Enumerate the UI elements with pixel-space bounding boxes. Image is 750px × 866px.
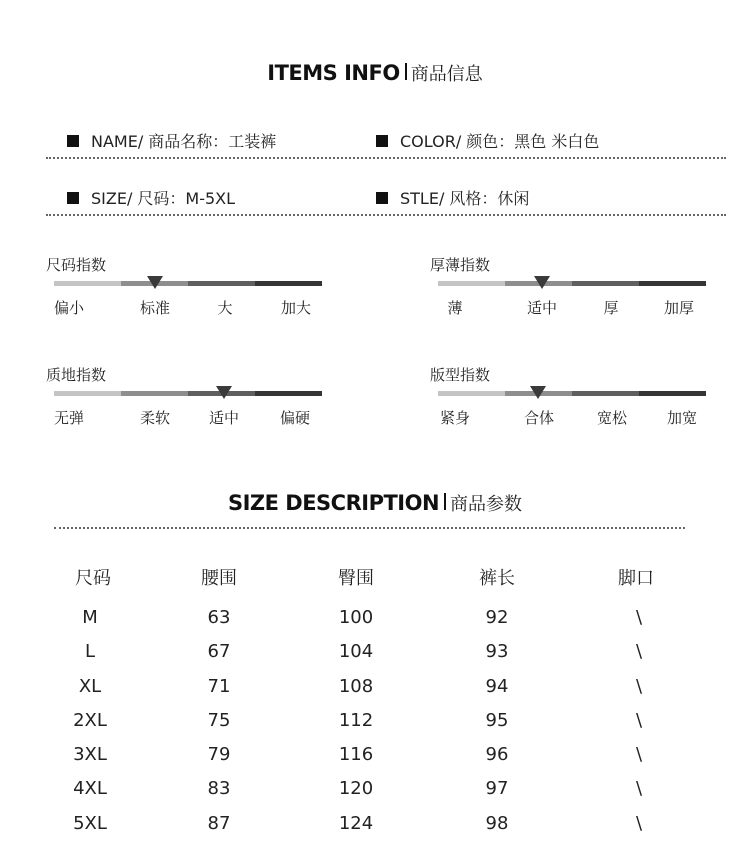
bullet-square-icon [376,192,388,204]
table-header: 裤长 [479,568,515,589]
table-cell: 71 [207,676,231,697]
index-label: 加大 [280,299,311,317]
table-cell: L [84,641,96,662]
table-cell: \ [635,744,643,765]
table-cell: 108 [338,676,374,697]
index-bar [438,391,706,396]
table-cell: 120 [338,778,374,799]
table-cell: 87 [207,813,231,834]
table-cell: XL [78,676,102,697]
table-cell: 4XL [73,778,107,799]
index-bar [54,281,322,286]
table-cell: 79 [207,744,231,765]
table-cell: 116 [338,744,374,765]
table-cell: 104 [338,641,374,662]
index-label: 加厚 [663,299,694,317]
info-name [67,129,276,152]
table-cell: 2XL [73,710,107,731]
index-title: 厚薄指数 [430,256,491,274]
info-style [376,186,529,209]
index-title: 质地指数 [46,366,107,384]
table-cell: 83 [207,778,231,799]
table-cell: \ [635,778,643,799]
index-label: 宽松 [596,409,627,427]
table-header: 腰围 [201,568,237,589]
table-cell: 112 [338,710,374,731]
index-label: 适中 [526,299,557,317]
items-info-title-en: ITEMS INFO [267,61,400,85]
index-marker-icon [534,276,550,289]
table-cell: 3XL [73,744,107,765]
index-label: 无弹 [53,409,84,427]
index-label: 偏小 [53,299,84,317]
size-description-title-en: SIZE DESCRIPTION [227,491,440,515]
index-label: 偏硬 [279,409,310,427]
table-cell: 95 [485,710,509,731]
table-cell: 124 [338,813,374,834]
bullet-square-icon [67,135,79,147]
size-description-heading [0,490,750,516]
index-label: 厚 [603,299,619,317]
info-size [67,186,235,209]
info-color [376,129,599,152]
index-marker-icon [147,276,163,289]
table-cell: 96 [485,744,509,765]
index-label: 大 [217,299,233,317]
table-cell: 63 [207,607,231,628]
bullet-square-icon [67,192,79,204]
index-label: 紧身 [439,409,470,427]
dotted-divider [46,157,726,159]
info-size-text: SIZE/ 尺码：M-5XL [91,189,236,208]
index-label: 薄 [447,299,463,317]
table-cell: 67 [207,641,231,662]
table-cell: \ [635,710,643,731]
bullet-square-icon [376,135,388,147]
dotted-divider [54,527,685,529]
table-cell: 75 [207,710,231,731]
info-name-text: NAME/ 商品名称：工装裤 [91,132,277,151]
table-header: 臀围 [338,568,374,589]
index-label: 标准 [139,299,170,317]
table-cell: M [82,607,98,628]
table-cell: \ [635,607,643,628]
dotted-divider [46,214,726,216]
table-cell: 5XL [73,813,107,834]
table-cell: \ [635,676,643,697]
index-bar [438,281,706,286]
index-marker-icon [530,386,546,399]
table-header: 脚口 [618,568,654,589]
table-cell: 92 [485,607,509,628]
index-label: 加宽 [666,409,697,427]
table-cell: 100 [338,607,374,628]
info-row-2 [0,186,750,210]
index-title: 尺码指数 [46,256,107,274]
table-cell: 94 [485,676,509,697]
index-label: 合体 [523,409,554,427]
info-color-text: COLOR/ 颜色：黑色 米白色 [400,132,600,151]
index-label: 适中 [208,409,239,427]
index-label: 柔软 [139,409,170,427]
size-description-title-cn: 商品参数 [450,494,523,515]
table-cell: \ [635,813,643,834]
index-title: 版型指数 [430,366,491,384]
table-cell: 97 [485,778,509,799]
index-marker-icon [216,386,232,399]
table-header: 尺码 [75,568,111,589]
index-bar [54,391,322,396]
items-info-heading [0,60,750,86]
heading-divider [444,493,446,510]
table-cell: 98 [485,813,509,834]
table-cell: 93 [485,641,509,662]
info-style-text: STLE/ 风格：休闲 [400,189,530,208]
items-info-title-cn: 商品信息 [410,64,483,85]
heading-divider [405,63,407,80]
table-cell: \ [635,641,643,662]
info-row-1 [0,129,750,153]
